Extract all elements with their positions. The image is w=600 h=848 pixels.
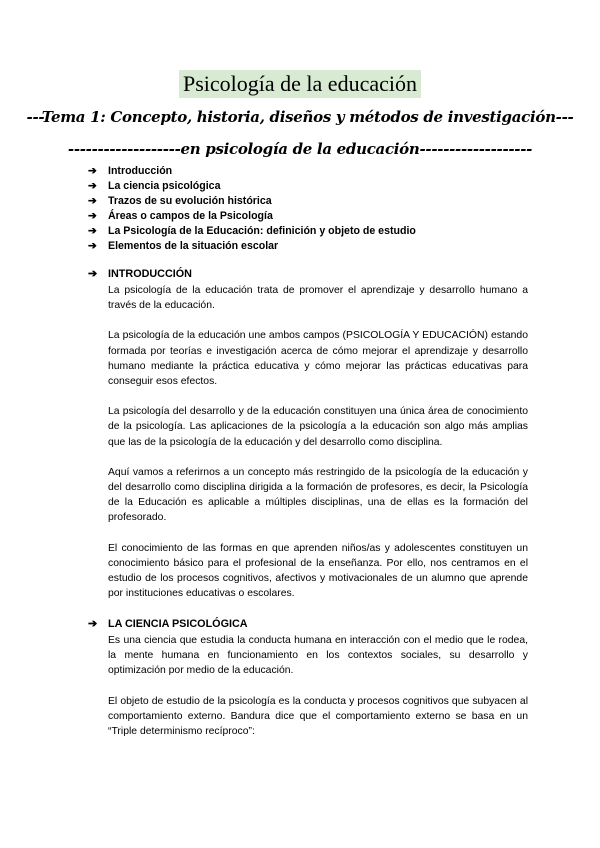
toc-item bbox=[88, 224, 416, 239]
toc-item-label: Trazos de su evolución histórica bbox=[108, 195, 272, 207]
toc-item-label: Áreas o campos de la Psicología bbox=[108, 210, 273, 222]
paragraph: La psicología de la educación une ambos campos (PSICOLOGÍA Y EDUCACIÓN) estando formada por teorías e investigación acerca de cómo mejorar el aprendizaje y desarrollo humano mediante la práctica educativa y cómo mejorar las prácticas educativas para conseguir esos efectos. bbox=[108, 330, 528, 388]
paragraph: El conocimiento de las formas en que aprenden niños/as y adolescentes constituyen un conocimiento básico para el profesional de la enseñanza. Por ello, nos centramos en el estudio de los procesos cognitivos, afectivos y motivacionales de un alumno que aprende por instituciones educativas o escolares. bbox=[108, 542, 528, 600]
document-title: Psicología de la educación bbox=[179, 70, 421, 98]
toc-item bbox=[88, 239, 416, 254]
paragraph: Es una ciencia que estudia la conducta humana en interacción con el medio que le rodea, la mente humana en funcionamiento en los contextos sociales, su desarrollo y optimización por medio de la educación. bbox=[108, 635, 528, 677]
paragraph: Aquí vamos a referirnos a un concepto más restringido de la psicología de la educación y del desarrollo como disciplina dirigida a la formación de profesores, es decir, la Psicología de la Educación es aplicable a múltiples disciplinas, una de ellas es la formación del profesorado. bbox=[108, 466, 528, 524]
section-ciencia-psicologica bbox=[88, 617, 528, 750]
arrow-icon: ➔ bbox=[88, 618, 98, 630]
section-heading-label: INTRODUCCIÓN bbox=[108, 268, 192, 280]
arrow-icon: ➔ bbox=[88, 225, 97, 237]
toc-item bbox=[88, 179, 416, 194]
toc-item bbox=[88, 164, 416, 179]
section-heading bbox=[88, 267, 528, 282]
arrow-icon: ➔ bbox=[88, 180, 97, 192]
toc-item-label: Elementos de la situación escolar bbox=[108, 240, 279, 252]
arrow-icon: ➔ bbox=[88, 240, 97, 252]
toc-item bbox=[88, 209, 416, 224]
table-of-contents bbox=[88, 164, 416, 254]
section-heading bbox=[88, 617, 528, 632]
toc-item-label: Introducción bbox=[108, 165, 173, 177]
arrow-icon: ➔ bbox=[88, 195, 97, 207]
title-wrap bbox=[0, 70, 600, 98]
toc-item-label: La ciencia psicológica bbox=[108, 180, 221, 192]
subtitle-line-2: -------------------en psicología de la educación------------------- bbox=[67, 140, 533, 158]
arrow-icon: ➔ bbox=[88, 165, 97, 177]
section-introduccion bbox=[88, 267, 528, 612]
toc-item bbox=[88, 194, 416, 209]
paragraph: La psicología de la educación trata de promover el aprendizaje y desarrollo humano a través de la educación. bbox=[108, 285, 528, 312]
section-heading-label: LA CIENCIA PSICOLÓGICA bbox=[108, 618, 248, 630]
paragraph: La psicología del desarrollo y de la educación constituyen una única área de conocimiento de la psicología. Las aplicaciones de la psicología a la educación son algo más amplias que las de la psicología de la educación y del desarrollo como disciplina. bbox=[108, 406, 528, 448]
paragraph: El objeto de estudio de la psicología es la conducta y procesos cognitivos que subyacen al comportamiento externo. Bandura dice que el comportamiento externo se basa en un “Triple determinismo recíproco”: bbox=[108, 695, 528, 738]
arrow-icon: ➔ bbox=[88, 210, 97, 222]
subtitle-line-1: ---Tema 1: Concepto, historia, diseños y métodos de investigación--- bbox=[26, 108, 574, 126]
toc-item-label: La Psicología de la Educación: definición y objeto de estudio bbox=[108, 225, 416, 237]
arrow-icon: ➔ bbox=[88, 268, 98, 280]
